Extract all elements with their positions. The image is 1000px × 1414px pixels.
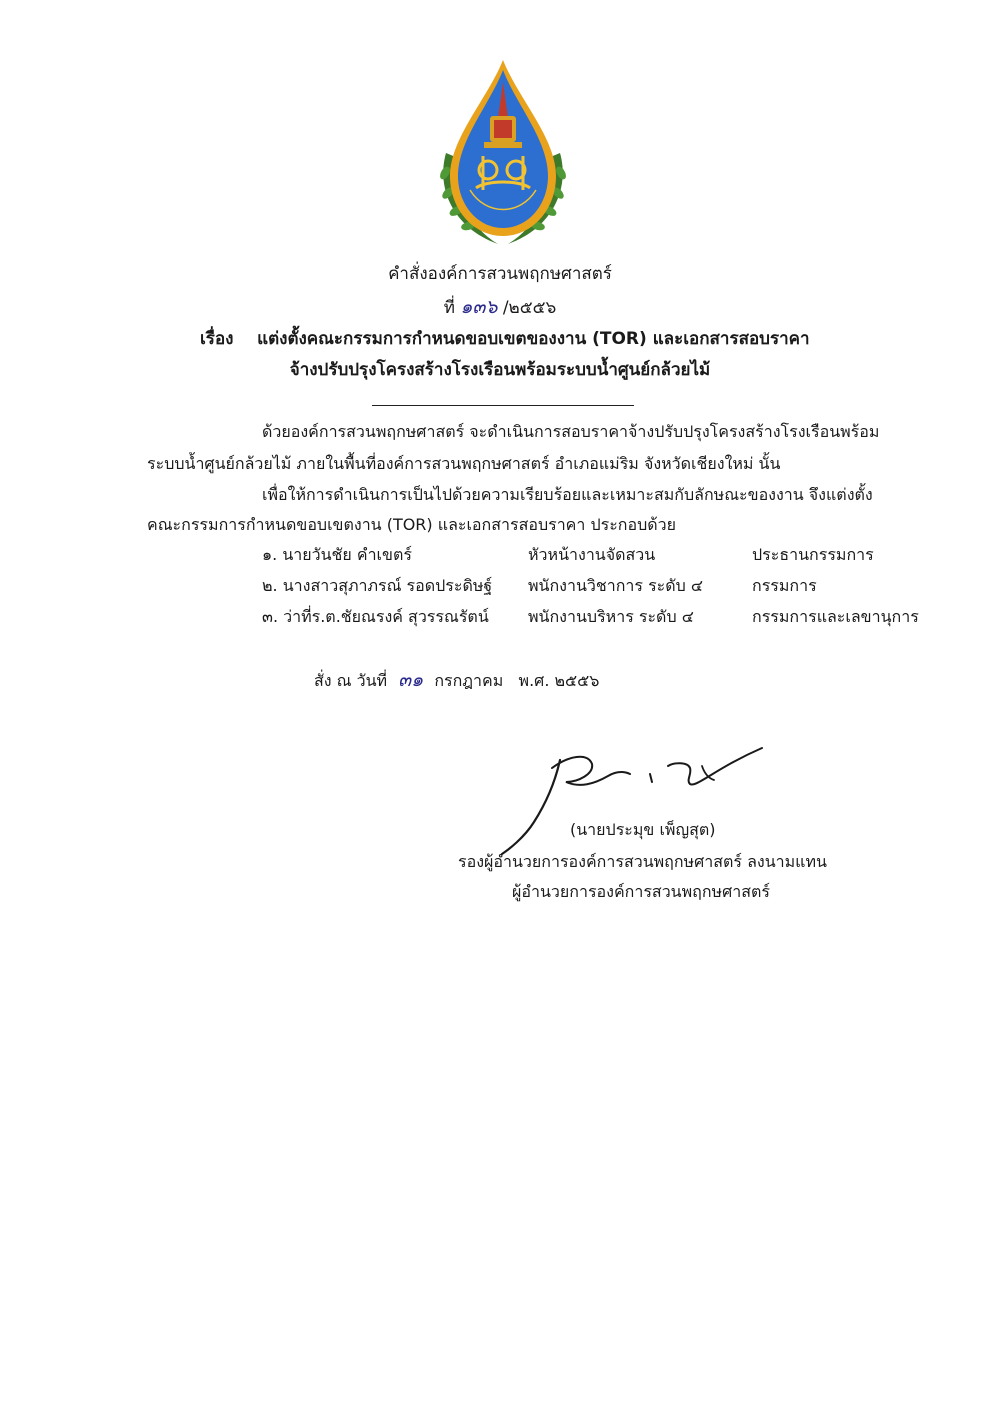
signatory-title-2: ผู้อำนวยการองค์การสวนพฤกษศาสตร์ xyxy=(512,882,770,901)
paragraph-2-line-1: เพื่อให้การดำเนินการเป็นไปด้วยความเรียบร้อยและเหมาะสมกับลักษณะของงาน จึงแต่งตั้ง xyxy=(262,485,873,504)
member-name: ๒. นางสาวสุภาภรณ์ รอดประดิษฐ์ xyxy=(262,576,493,595)
order-label: ที่ xyxy=(443,298,455,318)
order-date xyxy=(314,665,599,695)
member-position: หัวหน้างานจัดสวน xyxy=(528,545,656,564)
member-name: ๓. ว่าที่ร.ต.ชัยณรงค์ สุวรรณรัตน์ xyxy=(262,607,489,626)
order-year: /๒๕๕๖ xyxy=(502,298,557,318)
date-month: กรกฎาคม xyxy=(434,671,504,690)
organization-logo xyxy=(428,58,578,248)
subject-text-line1: แต่งตั้งคณะกรรมการกำหนดขอบเขตของงาน (TOR) และเอกสารสอบราคา xyxy=(257,329,810,349)
date-day: ๓๑ xyxy=(398,669,424,691)
divider xyxy=(372,405,634,406)
order-number: ๑๓๖ xyxy=(460,296,498,318)
signatory-title-1: รองผู้อำนวยการองค์การสวนพฤกษศาสตร์ ลงนามแทน xyxy=(458,852,827,871)
document-title: คำสั่งองค์การสวนพฤกษศาสตร์ xyxy=(388,264,612,284)
member-name: ๑. นายวันชัย คำเขตร์ xyxy=(262,545,412,564)
paragraph-2-line-2: คณะกรรมการกำหนดขอบเขตงาน (TOR) และเอกสารสอบราคา ประกอบด้วย xyxy=(147,515,676,534)
signatory-name: (นายประมุข เพ็ญสุต) xyxy=(570,820,716,839)
date-year: พ.ศ. ๒๕๕๖ xyxy=(518,671,600,690)
member-position: พนักงานบริหาร ระดับ ๔ xyxy=(528,607,694,626)
member-role: ประธานกรรมการ xyxy=(752,545,874,564)
member-position: พนักงานวิชาการ ระดับ ๔ xyxy=(528,576,704,595)
subject-text-line2: จ้างปรับปรุงโครงสร้างโรงเรือนพร้อมระบบน้ำศูนย์กล้วยไม้ xyxy=(289,360,711,380)
paragraph-1-line-2: ระบบน้ำศูนย์กล้วยไม้ ภายในพื้นที่องค์การสวนพฤกษศาสตร์ อำเภอแม่ริม จังหวัดเชียงใหม่ นั้น xyxy=(147,454,781,473)
subject-line xyxy=(200,325,810,352)
subject-label: เรื่อง xyxy=(200,329,234,349)
date-prefix: สั่ง ณ วันที่ xyxy=(314,671,388,690)
order-number-line xyxy=(0,292,1000,322)
member-role: กรรมการ xyxy=(752,576,817,595)
member-role: กรรมการและเลขานุการ xyxy=(752,607,919,626)
paragraph-1-line-1: ด้วยองค์การสวนพฤกษศาสตร์ จะดำเนินการสอบราคาจ้างปรับปรุงโครงสร้างโรงเรือนพร้อม xyxy=(262,422,880,441)
